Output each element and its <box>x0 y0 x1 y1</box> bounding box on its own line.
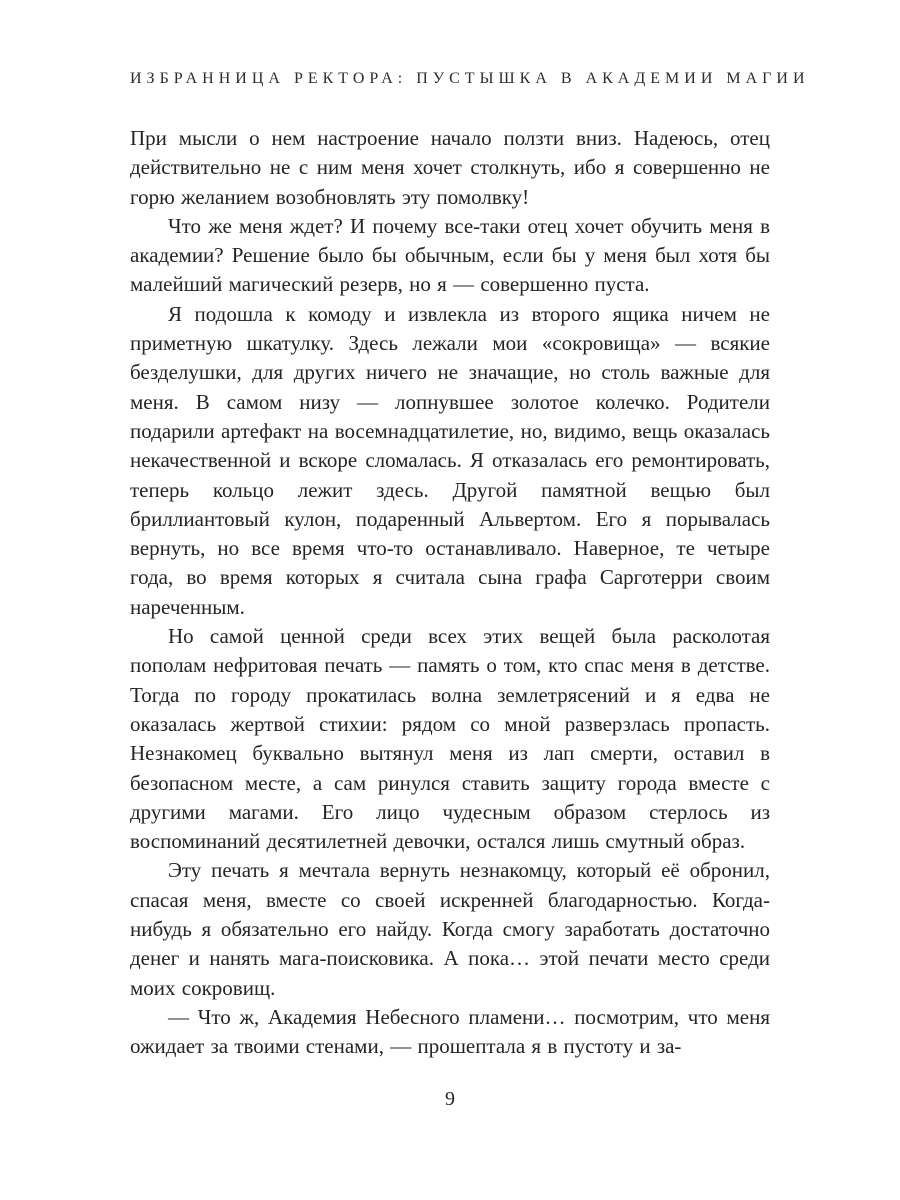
text-block <box>130 124 770 1062</box>
running-header: ИЗБРАННИЦА РЕКТОРА: ПУСТЫШКА В АКАДЕМИИ МАГИИ <box>130 70 810 87</box>
paragraph: При мысли о нем настроение начало ползти вниз. Надеюсь, отец действительно не с ним меня хочет столкнуть, ибо я совершенно не горю желанием возобновлять эту помолвку! <box>130 126 770 209</box>
paragraph: Я подошла к комоду и извлекла из второго ящика ничем не приметную шкатулку. Здесь лежали мои «сокровища» — всякие безделушки, для других ничего не значащие, но столь важные для меня. В самом низу — лопнувшее золотое колечко. Родители подарили артефакт на восемнадцатилетие, но, видимо, вещь оказалась некачественной и вскоре сломалась. Я отказалась его ремонтировать, теперь кольцо лежит здесь. Другой памятной вещью был бриллиантовый кулон, подаренный Альвертом. Его я порывалась вернуть, но все время что-то останавливало. Наверное, те четыре года, во время которых я считала сына графа Сарготерри своим нареченным. <box>130 301 770 619</box>
paragraph: — Что ж, Академия Небесного пламени… посмотрим, что меня ожидает за твоими стенами, — прошептала я в пустоту и за- <box>130 1004 770 1059</box>
page-number: 9 <box>445 1088 455 1110</box>
paragraph: Но самой ценной среди всех этих вещей была расколотая пополам нефритовая печать — память о том, кто спас меня в детстве. Тогда по городу прокатилась волна землетрясений и я едва не оказалась жертвой стихии: рядом со мной разверзлась пропасть. Незнакомец буквально вытянул меня из лап смерти, оставил в безопасном месте, а сам ринулся ставить защиту города вместе с другими магами. Его лицо чудесным образом стерлось из воспоминаний десятилетней девочки, остался лишь смутный образ. <box>130 624 770 854</box>
paragraph: Что же меня ждет? И почему все-таки отец хочет обучить меня в академии? Решение было бы обычным, если бы у меня был хотя бы малейший магический резерв, но я — совершенно пуста. <box>130 213 770 297</box>
paragraph: Эту печать я мечтала вернуть незнакомцу, который её обронил, спасая меня, вместе со своей искренней благодарностью. Когда-нибудь я обязательно его найду. Когда смогу заработать достаточно денег и нанять мага-поисковика. А пока… этой печати место среди моих сокровищ. <box>130 858 770 1000</box>
